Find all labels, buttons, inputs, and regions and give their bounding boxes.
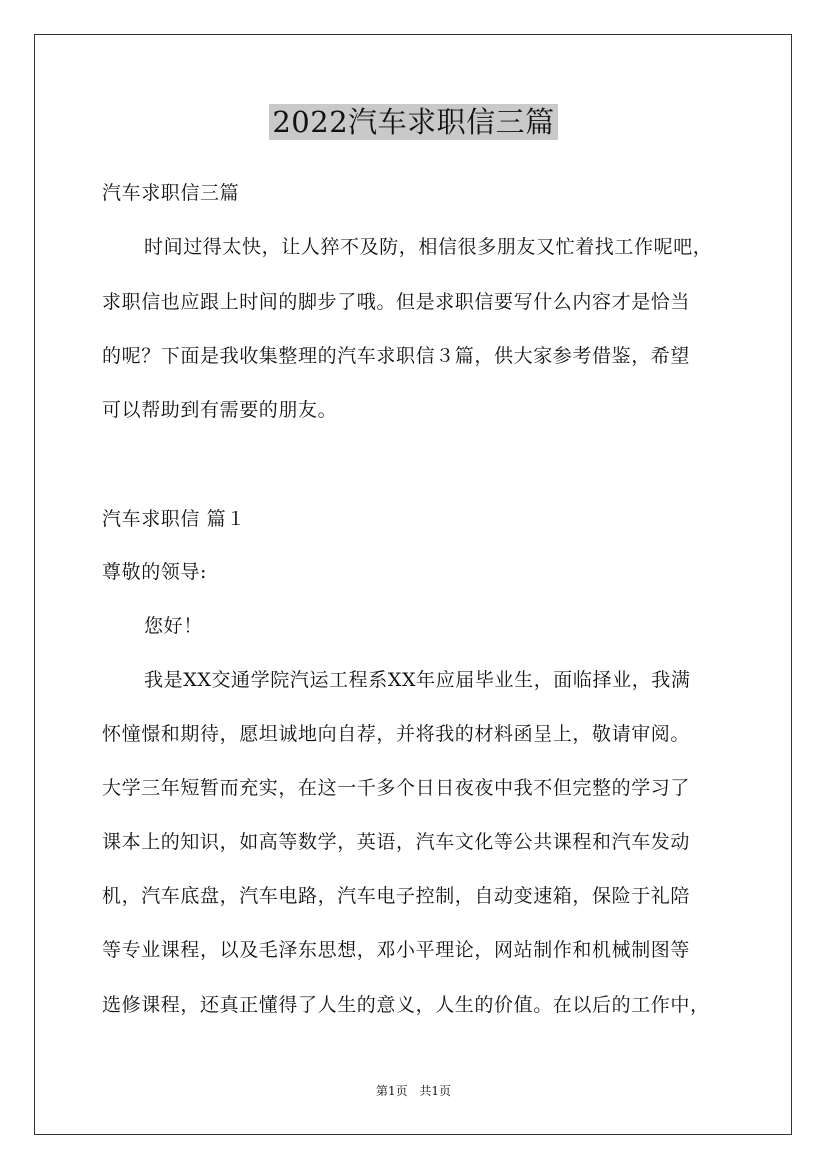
intro-line: 求职信也应跟上时间的脚步了哦。但是求职信要写什么内容才是恰当 bbox=[102, 291, 691, 313]
body-line: 我是XX交通学院汽运工程系XX年应届毕业生，面临择业，我满 bbox=[144, 669, 691, 691]
document-title: 2022汽车求职信三篇 bbox=[269, 104, 557, 140]
page-number: 第1页 bbox=[375, 1084, 408, 1098]
intro-line: 时间过得太快，让人猝不及防，相信很多朋友又忙着找工作呢吧， bbox=[144, 236, 713, 258]
subtitle: 汽车求职信三篇 bbox=[102, 182, 240, 204]
body-line: 课本上的知识，如高等数学，英语，汽车文化等公共课程和汽车发动 bbox=[102, 831, 691, 853]
salutation: 尊敬的领导: bbox=[102, 561, 208, 583]
page-total: 共1页 bbox=[419, 1084, 452, 1098]
body-line: 选修课程，还真正懂得了人生的意义，人生的价值。在以后的工作中， bbox=[102, 994, 710, 1016]
greeting: 您好！ bbox=[144, 615, 203, 637]
body-line: 怀憧憬和期待，愿坦诚地向自荐，并将我的材料函呈上，敬请审阅。 bbox=[102, 723, 691, 745]
body-line: 机，汽车底盘，汽车电路，汽车电子控制，自动变速箱，保险于礼陪 bbox=[102, 885, 691, 907]
intro-line: 可以帮助到有需要的朋友。 bbox=[102, 399, 338, 421]
page-footer bbox=[0, 1083, 827, 1099]
body-line: 大学三年短暂而充实，在这一千多个日日夜夜中我不但完整的学习了 bbox=[102, 777, 691, 799]
section-heading: 汽车求职信 篇１ bbox=[102, 508, 246, 530]
title-container bbox=[0, 104, 827, 140]
intro-line: 的呢？下面是我收集整理的汽车求职信３篇，供大家参考借鉴，希望 bbox=[102, 345, 691, 367]
body-line: 等专业课程，以及毛泽东思想，邓小平理论，网站制作和机械制图等 bbox=[102, 939, 691, 961]
